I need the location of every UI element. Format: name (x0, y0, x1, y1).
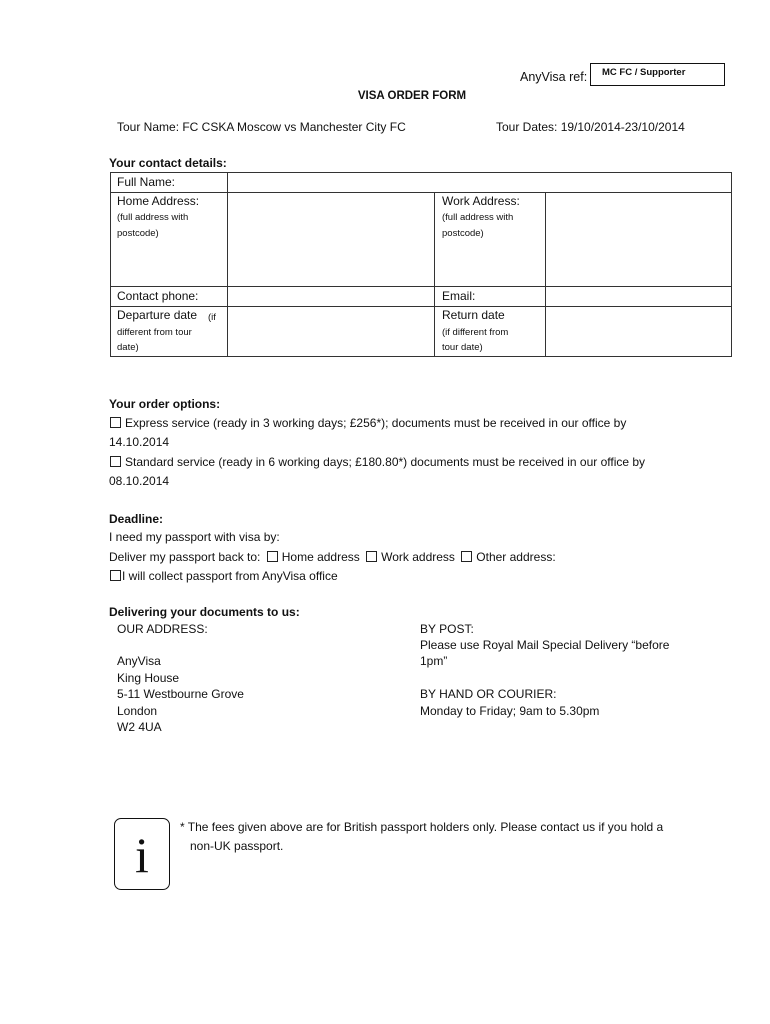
work-address-checkbox[interactable] (366, 551, 377, 562)
need-by-label: I need my passport with visa by: (109, 530, 280, 544)
work-address-note-1: (full address with (442, 212, 514, 223)
standard-checkbox[interactable] (110, 456, 121, 467)
full-name-label: Full Name: (117, 175, 176, 189)
address-line: 5-11 Westbourne Grove (117, 687, 244, 701)
address-line: King House (117, 671, 180, 685)
express-checkbox[interactable] (110, 417, 121, 428)
departure-note-3: date) (117, 342, 139, 353)
standard-text: Standard service (ready in 6 working days; £180.80*) documents must be received in our office by (125, 455, 646, 469)
by-post-label: BY POST: (420, 622, 474, 636)
work-address-label: Work Address: (442, 194, 520, 208)
work-address-option: Work address (381, 550, 455, 564)
visa-ref-label: AnyVisa ref: (520, 70, 588, 84)
home-address-note-1: (full address with (117, 212, 189, 223)
standard-option[interactable] (110, 455, 645, 469)
form-title: VISA ORDER FORM (357, 90, 467, 102)
tour-dates: Tour Dates: 19/10/2014-23/10/2014 (496, 120, 685, 134)
footnote-text-1: * The fees given above are for British passport holders only. Please contact us if you hold a (180, 820, 664, 834)
home-address-input[interactable] (227, 192, 435, 287)
deadline-heading: Deadline: (109, 512, 164, 526)
by-hand-label: BY HAND OR COURIER: (420, 687, 557, 701)
departure-note-1: (if (208, 312, 216, 323)
full-name-input[interactable] (227, 172, 732, 193)
home-address-label: Home Address: (117, 194, 200, 208)
collect-option[interactable] (110, 569, 338, 583)
delivery-heading: Delivering your documents to us: (109, 605, 300, 619)
options-heading: Your order options: (109, 397, 221, 411)
email-label: Email: (442, 289, 476, 303)
tour-name: Tour Name: FC CSKA Moscow vs Manchester City FC (117, 120, 406, 134)
return-date-label: Return date (442, 308, 505, 322)
departure-date-input[interactable] (227, 306, 435, 357)
work-address-note-2: postcode) (442, 228, 484, 239)
departure-note-2: different from tour (117, 327, 192, 338)
deliver-back-row (109, 550, 556, 564)
contact-phone-label: Contact phone: (117, 289, 199, 303)
express-deadline-date: 14.10.2014 (109, 435, 170, 449)
home-address-note-2: postcode) (117, 228, 159, 239)
express-text: Express service (ready in 3 working days; £256*); documents must be received in our office by (125, 416, 627, 430)
by-post-text-1: Please use Royal Mail Special Delivery “before (420, 638, 670, 652)
info-icon-glyph: i (135, 827, 149, 883)
deliver-back-label: Deliver my passport back to: (109, 550, 261, 564)
email-input[interactable] (545, 286, 732, 307)
footnote-text-2: non-UK passport. (190, 839, 284, 853)
work-address-input[interactable] (545, 192, 732, 287)
contact-phone-input[interactable] (227, 286, 435, 307)
return-note-1: (if different from (442, 327, 509, 338)
departure-date-label: Departure date (117, 308, 198, 322)
standard-deadline-date: 08.10.2014 (109, 474, 170, 488)
contact-heading: Your contact details: (109, 156, 227, 170)
address-line: AnyVisa (117, 654, 161, 668)
by-post-text-2: 1pm” (420, 654, 448, 668)
home-address-checkbox[interactable] (267, 551, 278, 562)
address-line: London (117, 704, 158, 718)
collect-checkbox[interactable] (110, 570, 121, 581)
return-note-2: tour date) (442, 342, 483, 353)
by-hand-text: Monday to Friday; 9am to 5.30pm (420, 704, 600, 718)
other-address-option: Other address: (476, 550, 556, 564)
return-date-input[interactable] (545, 306, 732, 357)
home-address-option: Home address (281, 550, 360, 564)
visa-ref-value: MC FC / Supporter (602, 67, 686, 78)
info-icon (114, 818, 170, 890)
address-line: W2 4UA (117, 720, 162, 734)
collect-text: I will collect passport from AnyVisa office (122, 569, 338, 583)
our-address-label: OUR ADDRESS: (117, 622, 208, 636)
other-address-checkbox[interactable] (461, 551, 472, 562)
express-option[interactable] (110, 416, 626, 430)
